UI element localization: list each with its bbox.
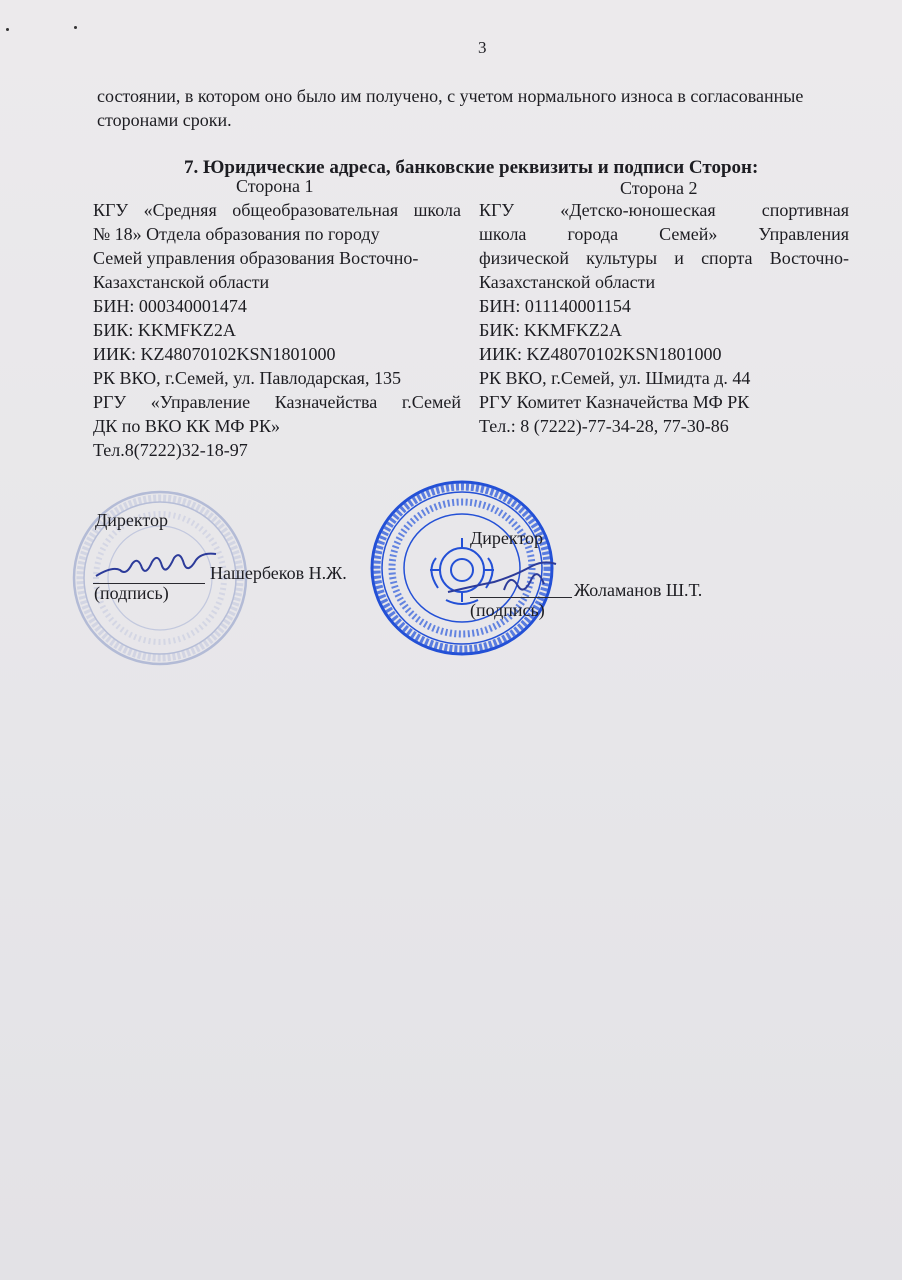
party2-bik: БИК: KKMFKZ2A [479,320,622,340]
party2-line: РГУ Комитет Казначейства МФ РК [479,392,750,412]
party2-details [479,198,849,438]
party1-signer-name: Нашербеков Н.Ж. [210,563,347,583]
scan-speck [74,26,77,29]
party2-bin: БИН: 011140001154 [479,296,631,316]
party1-bik: БИК: KKMFKZ2A [93,320,236,340]
party2-signer-title: Директор [470,528,544,548]
paragraph-line: сторонами сроки. [97,110,232,130]
party1-line: Семей управления образования Восточно- [93,248,419,268]
party1-bin: БИН: 000340001474 [93,296,247,316]
party2-line: КГУ «Детско-юношеская спортивная [479,200,849,220]
party1-address: РК ВКО, г.Семей, ул. Павлодарская, 135 [93,368,401,388]
party2-signature-line [470,597,572,598]
party2-heading: Сторона 2 [620,178,698,198]
party2-line: школа города Семей» Управления [479,224,849,244]
party1-signature-icon [92,546,222,586]
party2-signature-caption: (подпись) [470,600,545,620]
page-number: 3 [478,38,487,57]
party2-iik: ИИК: KZ48070102KSN1801000 [479,344,722,364]
party1-line: КГУ «Средняя общеобразовательная школа [93,200,461,220]
party2-line: Казахстанской области [479,272,656,292]
scan-speck [6,28,9,31]
party2-address: РК ВКО, г.Семей, ул. Шмидта д. 44 [479,368,751,388]
party2-line: физической культуры и спорта Восточно- [479,248,849,268]
party1-phone: Тел.8(7222)32-18-97 [93,440,248,460]
party1-heading: Сторона 1 [236,176,314,196]
continuation-paragraph [97,84,872,132]
party1-line: Казахстанской области [93,272,270,292]
party1-line: РГУ «Управление Казначейства г.Семей [93,392,461,412]
party1-line: ДК по ВКО КК МФ РК» [93,416,280,436]
party1-details [93,198,461,462]
paragraph-line: состоянии, в котором оно было им получено, с учетом нормального износа в согласованные [97,86,804,106]
party2-signer-name: Жоламанов Ш.Т. [574,580,703,600]
party2-signature-icon [444,556,574,600]
section-title: 7. Юридические адреса, банковские реквизиты и подписи Сторон: [184,157,759,178]
party1-iik: ИИК: KZ48070102KSN1801000 [93,344,336,364]
party1-signature-caption: (подпись) [94,583,169,603]
party1-line: № 18» Отдела образования по городу [93,224,380,244]
party1-signer-title: Директор [95,510,169,530]
party2-phone: Тел.: 8 (7222)-77-34-28, 77-30-86 [479,416,729,436]
